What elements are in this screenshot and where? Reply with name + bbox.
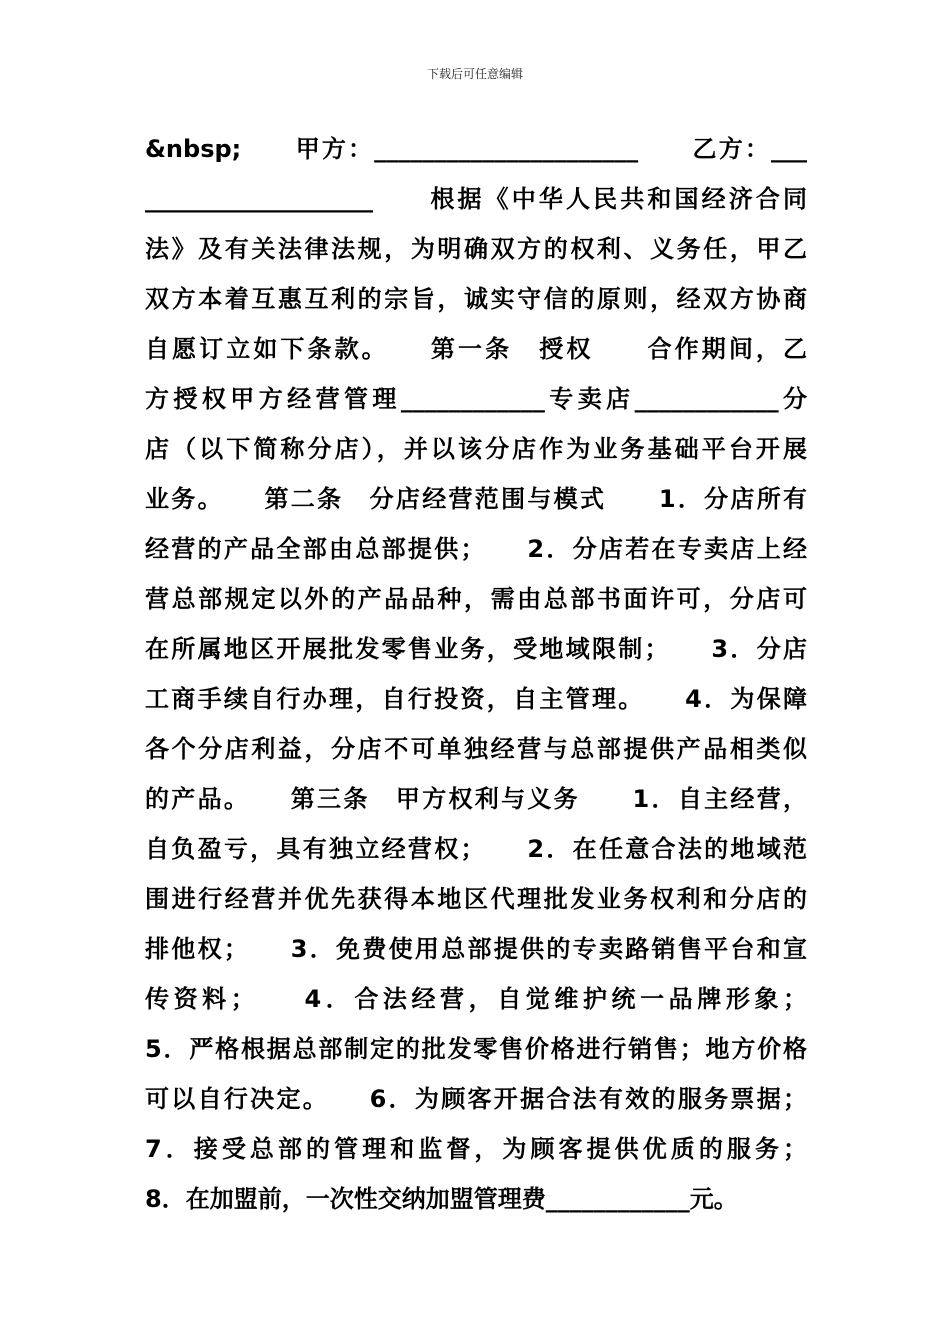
contract-line: 工商手续自行办理，自行投资，自主管理。 4．为保障 xyxy=(145,685,807,713)
page-header-note: 下载后可任意编辑 xyxy=(426,67,523,81)
contract-body xyxy=(145,124,807,1224)
contract-line: ___________________ 根据《中华人民共和国经济合同 xyxy=(145,185,807,213)
contract-line: 法》及有关法律法规，为明确双方的权利、义务任，甲乙 xyxy=(145,235,807,263)
contract-line: 在所属地区开展批发零售业务，受地域限制； 3．分店 xyxy=(145,635,807,663)
contract-line: 排他权； 3．免费使用总部提供的专卖路销售平台和宣 xyxy=(145,935,807,963)
contract-line: 双方本着互惠互利的宗旨，诚实守信的原则，经双方协商 xyxy=(145,285,807,313)
contract-line: 5．严格根据总部制定的批发零售价格进行销售；地方价格 xyxy=(145,1035,807,1063)
contract-line: 7．接受总部的管理和监督，为顾客提供优质的服务； xyxy=(145,1135,807,1163)
contract-line: 营总部规定以外的产品品种，需由总部书面许可，分店可 xyxy=(145,585,807,613)
contract-line: 可以自行决定。 6．为顾客开据合法有效的服务票据； xyxy=(145,1085,807,1113)
contract-line: &nbsp; 甲方：______________________ 乙方：___ xyxy=(145,135,807,163)
contract-line: 的产品。 第三条 甲方权利与义务 1．自主经营， xyxy=(145,785,807,813)
contract-line: 自负盈亏，具有独立经营权； 2．在任意合法的地域范 xyxy=(145,835,807,863)
contract-line: 业务。 第二条 分店经营范围与模式 1．分店所有 xyxy=(145,485,807,513)
contract-line: 店（以下简称分店），并以该分店作为业务基础平台开展 xyxy=(145,435,807,463)
contract-line: 自愿订立如下条款。 第一条 授权 合作期间，乙 xyxy=(145,335,807,363)
contract-line: 方授权甲方经营管理____________专卖店____________分 xyxy=(145,385,807,413)
contract-line: 经营的产品全部由总部提供； 2．分店若在专卖店上经 xyxy=(145,535,807,563)
contract-line: 各个分店利益，分店不可单独经营与总部提供产品相类似 xyxy=(145,735,807,763)
contract-line: 围进行经营并优先获得本地区代理批发业务权利和分店的 xyxy=(145,885,807,913)
contract-line: 8．在加盟前，一次性交纳加盟管理费____________元。 xyxy=(145,1185,738,1213)
contract-line: 传资料； 4．合法经营，自觉维护统一品牌形象； xyxy=(145,985,807,1013)
